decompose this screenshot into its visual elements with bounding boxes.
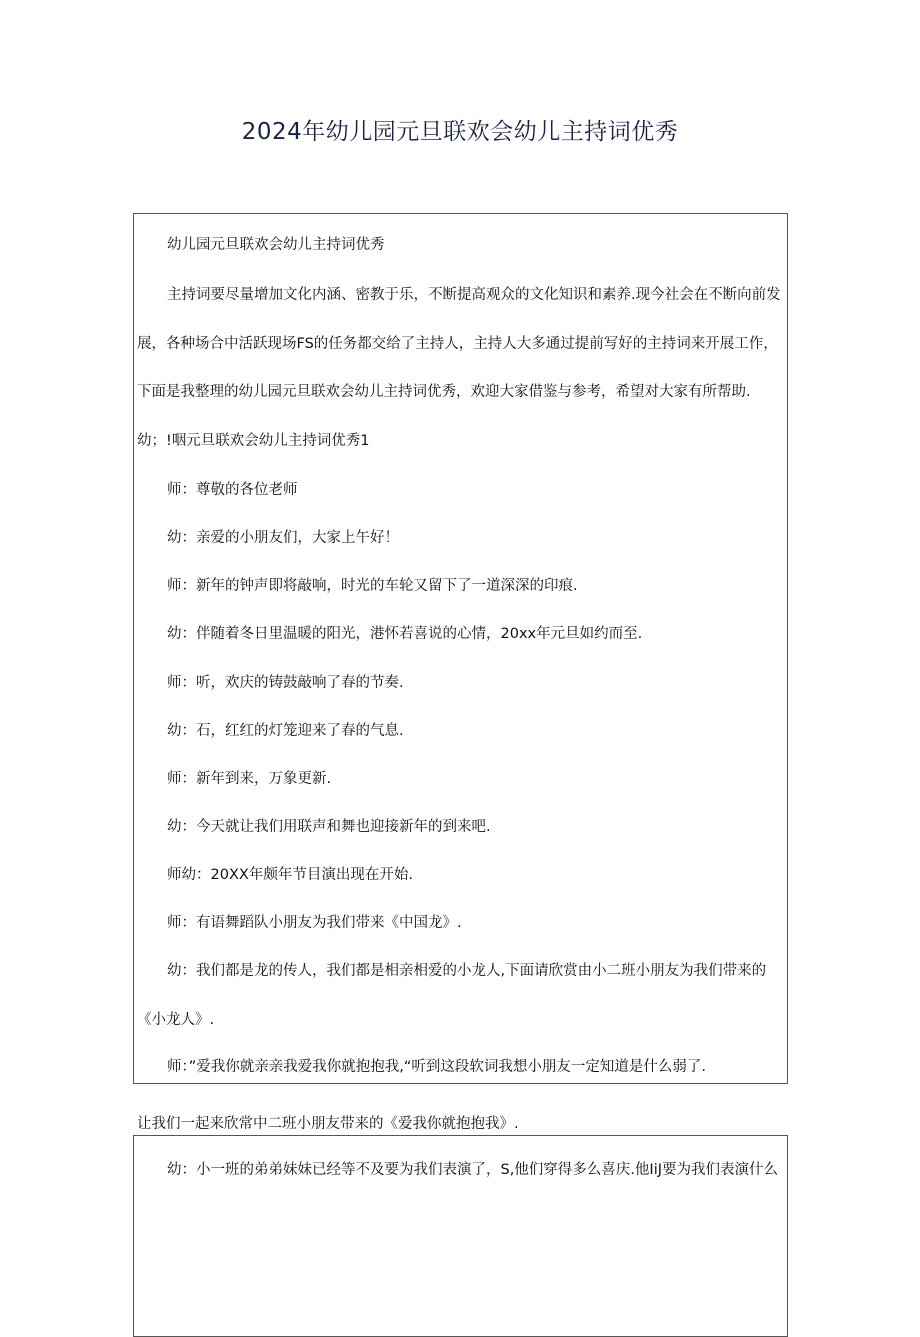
dialogue-line: 幼：今天就让我们用联声和舞也迎接新年的到来吧. xyxy=(167,819,491,835)
dialogue-line: 幼：小一班的弟弟妹妹已经等不及要为我们表演了，S,他们穿得多么喜庆.他IiJ要为我们表演什么 xyxy=(167,1162,778,1178)
section-heading: 幼；!咽元旦联欢会幼儿主持词优秀1 xyxy=(137,433,370,449)
dialogue-line: 师：新年的钟声即将敲响，时光的车轮又留下了一道深深的印痕. xyxy=(167,578,578,594)
dialogue-line: 幼：我们都是龙的传人，我们都是相亲相爱的小龙人,下面请欣赏由小二班小朋友为我们带来的 xyxy=(167,963,767,979)
dialogue-line: 师幼：20XX年颇年节目演出现在开始. xyxy=(167,867,413,883)
paragraph: 主持词要尽量增加文化内涵、密教于乐，不断提高观众的文化知识和素养.现今社会在不断向前发 xyxy=(167,287,781,303)
dialogue-line: 师：听，欢庆的铸鼓敲响了春的节奏. xyxy=(167,675,404,691)
dialogue-line: 师：尊敬的各位老师 xyxy=(167,482,298,498)
paragraph: 让我们一起来欣常中二班小朋友带来的《爱我你就抱抱我》. xyxy=(137,1116,519,1132)
dialogue-line: 幼：石，红红的灯笼迎来了春的气息. xyxy=(167,723,404,739)
dialogue-line: 幼：伴随着冬日里温暖的阳光，港怀若喜说的心情，20xx年元旦如约而至. xyxy=(167,626,643,642)
dialogue-line: 师：有语舞蹈队小朋友为我们带来《中国龙》. xyxy=(167,915,462,931)
dialogue-line: 幼：亲爱的小朋友们，大家上午好！ xyxy=(167,530,399,546)
dialogue-line: 师：新年到来，万象更新. xyxy=(167,771,332,787)
paragraph: 下面是我整理的幼儿园元旦联欢会幼儿主持词优秀，欢迎大家借鉴与参考，希望对大家有所帮助. xyxy=(137,384,751,400)
document-title: 2024年幼儿园元旦联欢会幼儿主持词优秀 xyxy=(241,119,679,145)
dialogue-line: 《小龙人》. xyxy=(137,1012,215,1028)
paragraph: 幼儿园元旦联欢会幼儿主持词优秀 xyxy=(167,237,385,253)
dialogue-line: 师：”爱我你就亲亲我爱我你就抱抱我,“听到这段软词我想小朋友一定知道是什么弱了. xyxy=(167,1059,706,1075)
paragraph: 展，各种场合中活跃现场FS的任务都交给了主持人，主持人大多通过提前写好的主持词来开展工作， xyxy=(137,336,778,352)
